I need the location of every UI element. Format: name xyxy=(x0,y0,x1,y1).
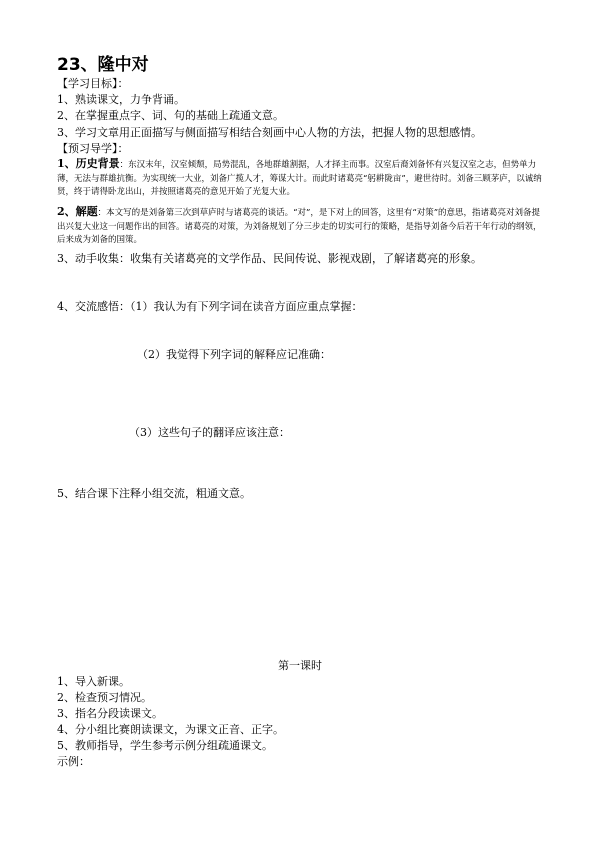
collect-item: 3、动手收集：收集有关诸葛亮的文学作品、民间传说、影视戏剧，了解诸葛亮的形象。 xyxy=(57,252,482,265)
lesson-title: 第一课时 xyxy=(278,659,322,672)
step-4: 4、分小组比赛朗读课文，为课文正音、正字。 xyxy=(57,723,284,736)
step-2: 2、检查预习情况。 xyxy=(57,691,152,704)
guide-header: 【预习导学】： xyxy=(57,142,129,155)
item-5: 5、结合课下注释小组交流，粗通文意。 xyxy=(57,487,251,500)
exchange-item-1: 4、交流感悟：（1）我认为有下列字词在读音方面应重点掌握： xyxy=(57,300,363,313)
goals-header: 【学习目标】： xyxy=(57,77,129,90)
step-5: 5、教师指导，学生参考示例分组疏通课文。 xyxy=(57,739,273,752)
exchange-item-3: （3）这些句子的翻译应该注意： xyxy=(129,426,290,439)
explain-label: 2、解题 xyxy=(57,205,98,218)
example-label: 示例： xyxy=(57,755,90,768)
step-1: 1、导入新课。 xyxy=(57,675,130,688)
page-title: 23、隆中对 xyxy=(57,55,149,75)
explain-paragraph xyxy=(57,205,545,248)
explain-text: ：本文写的是刘备第三次到草庐时与诸葛亮的谈话。“对”，是下对上的回答，这里有“对策”的意思，指诸葛亮对刘备提出兴复大业这一问题作出的回答。诸葛亮的对策，为刘备规划了分三步走的切实可行的策略，是指导刘备今后若干年行动的纲领，后来成为刘备的国策。 xyxy=(57,208,542,245)
exchange-item-2: （2）我觉得下列字词的解释应记准确： xyxy=(137,348,331,361)
background-text: ：东汉末年，汉室倾颓，局势混乱，各地群雄割据，人才择主而事。汉室后裔刘备怀有兴复汉室之志，但势单力薄，无法与群雄抗衡。为实现统一大业，刘备广揽人才，筹谋大计。而此时诸葛亮“躬耕陇亩”，避世待时。刘备三顾茅庐，以诚纳贤，终于请得卧龙出山，并按照诸葛亮的意见开始了光复大业。 xyxy=(57,160,542,197)
background-label: 1、历史背景 xyxy=(57,157,120,170)
background-paragraph xyxy=(57,157,545,200)
goal-item-3: 3、学习文章用正面描写与侧面描写相结合刻画中心人物的方法，把握人物的思想感情。 xyxy=(57,126,482,139)
goal-item-1: 1、熟读课文，力争背诵。 xyxy=(57,93,185,106)
goal-item-2: 2、在掌握重点字、词、句的基础上疏通文意。 xyxy=(57,109,284,122)
step-3: 3、指名分段读课文。 xyxy=(57,707,163,720)
